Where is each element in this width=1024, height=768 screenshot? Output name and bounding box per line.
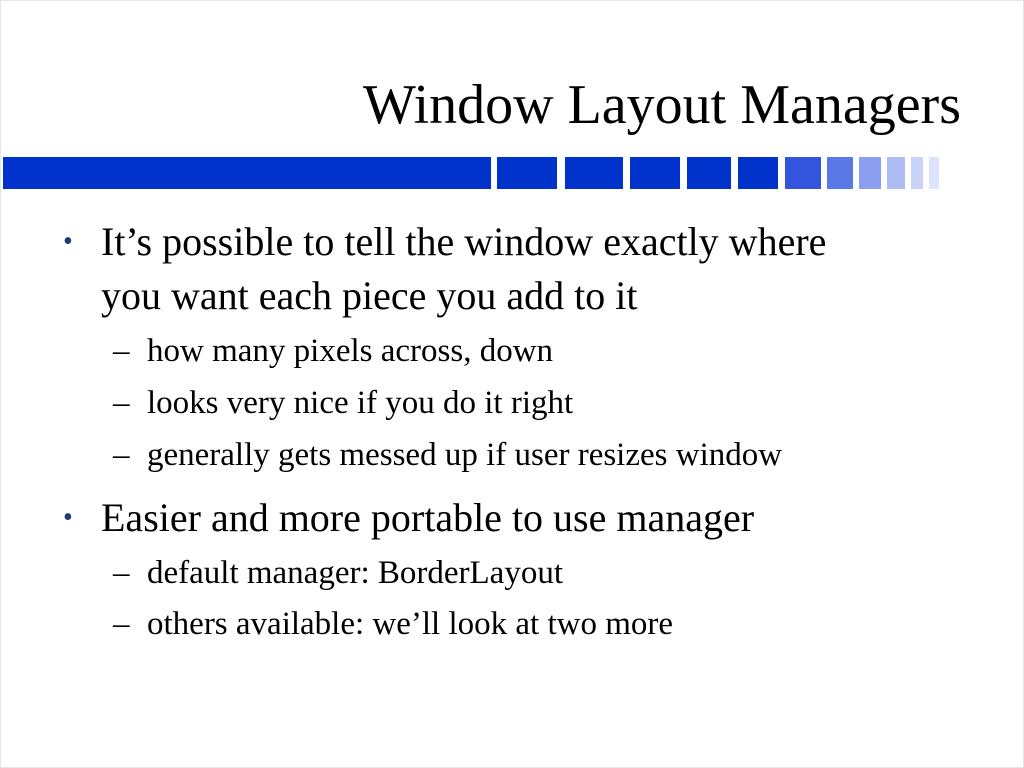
sub-bullet-marker: –: [113, 385, 130, 421]
sub-bullet-text: looks very nice if you do it right: [147, 385, 574, 421]
title-bar-block: [738, 157, 778, 189]
bullet-marker: •: [63, 226, 73, 257]
title-bar-block: [565, 157, 623, 189]
sub-bullet-text: default manager: BorderLayout: [147, 555, 563, 591]
sub-bullet-marker: –: [113, 333, 130, 369]
title-bar-block: [630, 157, 680, 189]
title-bar-block: [929, 157, 939, 189]
bullet-text: Easier and more portable to use manager: [101, 495, 755, 540]
bullet-marker: •: [63, 502, 73, 533]
title-bar-solid: [3, 157, 491, 189]
bullet-text: It’s possible to tell the window exactly where: [101, 219, 827, 264]
sub-bullet-text: generally gets messed up if user resizes window: [147, 437, 783, 473]
sub-bullet-text: how many pixels across, down: [147, 333, 554, 369]
title-bar-block: [827, 157, 853, 189]
title-bar-block: [687, 157, 731, 189]
bullet-text: you want each piece you add to it: [101, 273, 638, 318]
title-bar-block: [887, 157, 905, 189]
sub-bullet-marker: –: [113, 555, 130, 591]
title-bar-block: [785, 157, 821, 189]
sub-bullet-text: others available: we’ll look at two more: [147, 606, 674, 642]
title-bar-block: [859, 157, 881, 189]
title-bar-block: [497, 157, 557, 189]
slide-title: Window Layout Managers: [362, 74, 961, 136]
sub-bullet-marker: –: [113, 606, 130, 642]
title-underline-bar: [3, 157, 943, 189]
sub-bullet-marker: –: [113, 437, 130, 473]
title-bar-block: [911, 157, 923, 189]
